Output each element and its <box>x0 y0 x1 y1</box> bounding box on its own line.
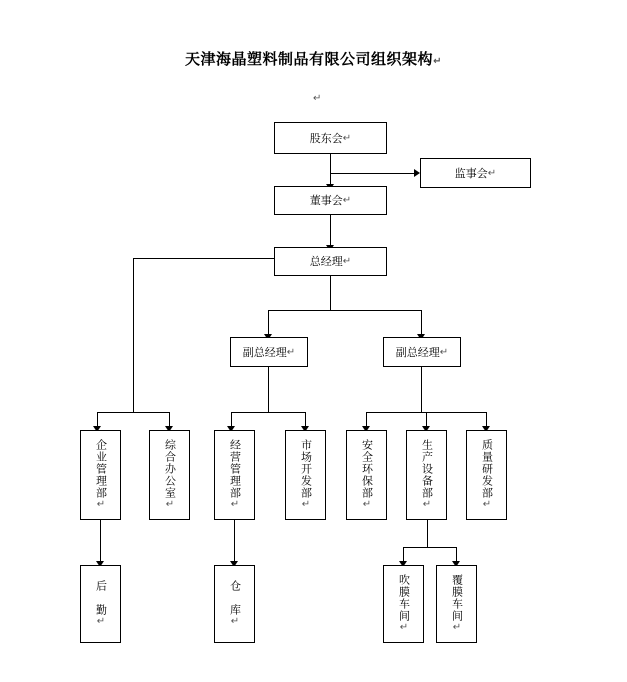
node-supervisors[interactable] <box>420 158 531 188</box>
node-enterprise-management-dept[interactable] <box>80 430 121 520</box>
edge-deputy-bus <box>268 310 422 311</box>
node-laminating-workshop-mark: ↵ <box>451 622 463 634</box>
node-enterprise-management-dept-label: 企业管理部 <box>94 439 108 499</box>
node-production-equipment-dept-mark: ↵ <box>421 499 433 511</box>
node-quality-rd-dept[interactable] <box>466 430 507 520</box>
node-warehouse[interactable] <box>214 565 255 643</box>
edge-finance-warehouse <box>234 520 235 565</box>
node-enterprise-management-dept-mark: ↵ <box>95 499 107 511</box>
node-shareholders[interactable] <box>274 122 387 154</box>
node-safety-environment-dept-mark: ↵ <box>361 499 373 511</box>
node-blown-film-workshop-label: 吹膜车间 <box>397 574 411 622</box>
node-general-manager-mark: ↵ <box>342 256 352 267</box>
node-deputy-gm-1[interactable] <box>230 337 308 367</box>
node-business-management-dept-mark: ↵ <box>229 499 241 511</box>
node-deputy-gm-2-mark: ↵ <box>439 346 449 358</box>
edge-dgm1-bus <box>231 412 305 413</box>
edge-gm-left-down <box>133 258 134 412</box>
edge-board-gm <box>330 215 331 248</box>
node-supervisors-mark: ↵ <box>487 167 497 179</box>
edge-equipment-down <box>427 520 428 547</box>
node-general-office-mark: ↵ <box>164 499 176 511</box>
node-quality-rd-dept-mark: ↵ <box>481 499 493 511</box>
node-logistics-label: 后 勤 <box>94 580 108 616</box>
node-deputy-gm-1-mark: ↵ <box>286 346 296 358</box>
node-general-office[interactable] <box>149 430 190 520</box>
node-supervisors-label: 监事会 <box>454 166 488 180</box>
node-laminating-workshop[interactable] <box>436 565 477 643</box>
title-paragraph-mark: ↵ <box>433 56 442 67</box>
node-business-management-dept[interactable] <box>214 430 255 520</box>
node-safety-environment-dept-label: 安全环保部 <box>360 439 374 499</box>
edge-gm-down <box>330 276 331 310</box>
node-logistics[interactable] <box>80 565 121 643</box>
node-market-development-dept-mark: ↵ <box>300 499 312 511</box>
edge-dgm2-down <box>421 367 422 412</box>
node-general-manager-label: 总经理 <box>309 255 343 268</box>
node-warehouse-mark: ↵ <box>229 616 241 628</box>
edge-enterprise-logistics <box>100 520 101 565</box>
edge-dgm1-down <box>268 367 269 412</box>
page-title <box>0 48 627 69</box>
node-laminating-workshop-label: 覆膜车间 <box>450 574 464 622</box>
node-deputy-gm-1-label: 副总经理 <box>242 345 287 359</box>
node-production-equipment-dept[interactable] <box>406 430 447 520</box>
node-business-management-dept-label: 经营管理部 <box>228 439 242 499</box>
node-market-development-dept[interactable] <box>285 430 326 520</box>
node-shareholders-label: 股东会 <box>309 131 343 145</box>
node-blown-film-workshop-mark: ↵ <box>398 622 410 634</box>
sub-paragraph-mark: ↵ <box>313 93 322 104</box>
node-general-manager[interactable] <box>274 247 387 276</box>
node-market-development-dept-label: 市场开发部 <box>299 439 313 499</box>
edge-workshop-bus <box>403 547 456 548</box>
node-general-office-label: 综合办公室 <box>163 439 177 499</box>
edge-gm-left <box>133 258 286 259</box>
node-production-equipment-dept-label: 生产设备部 <box>420 439 434 499</box>
node-logistics-mark: ↵ <box>95 616 107 628</box>
node-board-label: 董事会 <box>309 194 343 207</box>
page-title-text: 天津海晶塑料制品有限公司组织架构 <box>185 50 434 68</box>
node-quality-rd-dept-label: 质量研发部 <box>480 439 494 499</box>
node-deputy-gm-2-label: 副总经理 <box>395 345 440 359</box>
node-warehouse-label: 仓 库 <box>228 580 242 616</box>
node-deputy-gm-2[interactable] <box>383 337 461 367</box>
node-blown-film-workshop[interactable] <box>383 565 424 643</box>
node-shareholders-mark: ↵ <box>342 132 352 144</box>
node-safety-environment-dept[interactable] <box>346 430 387 520</box>
node-board-mark: ↵ <box>342 195 352 206</box>
edge-enterprise-bus <box>97 412 169 413</box>
edge-shareholders-board <box>330 154 331 187</box>
edge-shareholders-supervisors <box>330 173 418 174</box>
node-board[interactable] <box>274 186 387 215</box>
